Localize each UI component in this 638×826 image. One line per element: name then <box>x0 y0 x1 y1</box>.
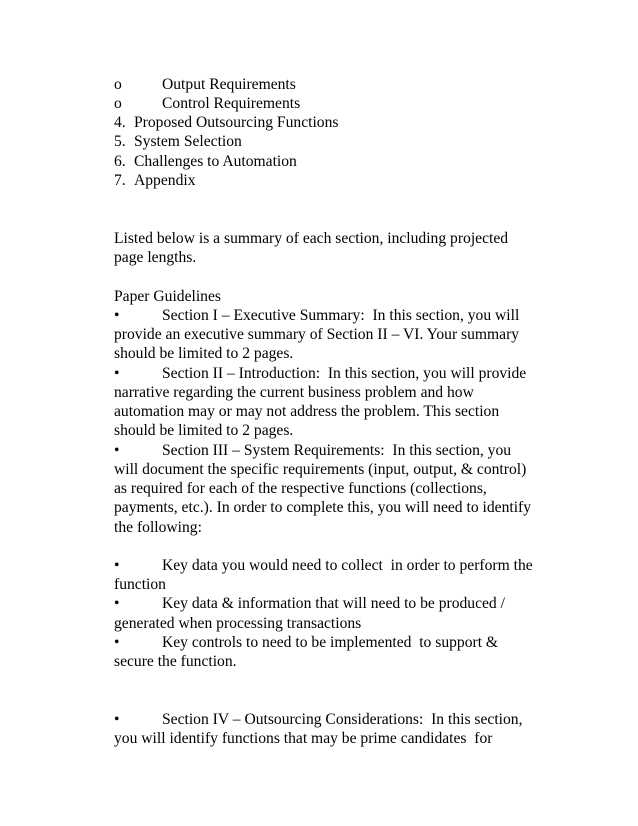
section-2-first-line <box>114 364 526 384</box>
requirement-bullet-text: Key data & information that will need to be produced / <box>162 595 505 612</box>
guidelines-heading: Paper Guidelines <box>114 288 221 305</box>
requirement-bullet-line: secure the function. <box>114 653 237 670</box>
item-number: 4. <box>114 114 126 131</box>
section-1-first-line <box>114 306 519 326</box>
bullet: • <box>114 442 120 459</box>
bullet: • <box>114 595 120 612</box>
requirement-bullet <box>114 633 498 653</box>
summary-line: page lengths. <box>114 249 197 266</box>
section-4-first-line <box>114 710 523 730</box>
outline-numbered-item <box>114 152 297 172</box>
list-marker: o <box>114 95 122 112</box>
section-1-line: provide an executive summary of Section II – VI. Your summary <box>114 326 520 343</box>
requirement-bullet-line: function <box>114 576 166 593</box>
item-number: 7. <box>114 172 126 189</box>
section-3-line: as required for each of the respective functions (collections, <box>114 480 487 497</box>
item-text: Challenges to Automation <box>134 153 297 170</box>
section-4-heading-text: Section IV – Outsourcing Considerations: In this section, <box>162 711 523 728</box>
requirement-bullet <box>114 556 533 576</box>
bullet: • <box>114 307 120 324</box>
section-3-line: will document the specific requirements (input, output, & control) <box>114 461 527 478</box>
requirement-bullet <box>114 594 505 614</box>
summary-line: Listed below is a summary of each section, including projected <box>114 230 509 247</box>
item-number: 6. <box>114 153 126 170</box>
section-2-heading-text: Section II – Introduction: In this section, you will provide <box>162 365 527 382</box>
bullet: • <box>114 634 120 651</box>
outline-numbered-item <box>114 171 196 191</box>
outline-sub-item <box>114 94 300 114</box>
section-1-heading-text: Section I – Executive Summary: In this section, you will <box>162 307 520 324</box>
item-text: Proposed Outsourcing Functions <box>134 114 339 131</box>
section-3-line: the following: <box>114 519 202 536</box>
outline-sub-item <box>114 75 296 95</box>
section-3-first-line <box>114 441 511 461</box>
requirement-bullet-line: generated when processing transactions <box>114 615 362 632</box>
outline-sub-item-text: Control Requirements <box>162 95 301 112</box>
section-2-line: narrative regarding the current business problem and how <box>114 384 474 401</box>
bullet: • <box>114 557 120 574</box>
section-1-line: should be limited to 2 pages. <box>114 345 294 362</box>
requirement-bullet-text: Key data you would need to collect in order to perform the <box>162 557 533 574</box>
outline-numbered-item <box>114 132 242 152</box>
section-3-line: payments, etc.). In order to complete this, you will need to identify <box>114 499 532 516</box>
outline-numbered-item <box>114 113 338 133</box>
section-3-heading-text: Section III – System Requirements: In this section, you <box>162 442 512 459</box>
list-marker: o <box>114 76 122 93</box>
item-number: 5. <box>114 133 126 150</box>
section-2-line: automation may or may not address the problem. This section <box>114 403 500 420</box>
outline-sub-item-text: Output Requirements <box>162 76 296 93</box>
section-2-line: should be limited to 2 pages. <box>114 422 294 439</box>
requirement-bullet-text: Key controls to need to be implemented to support & <box>162 634 499 651</box>
item-text: System Selection <box>134 133 242 150</box>
item-text: Appendix <box>134 172 196 189</box>
section-4-line: you will identify functions that may be prime candidates for <box>114 730 493 747</box>
bullet: • <box>114 711 120 728</box>
bullet: • <box>114 365 120 382</box>
